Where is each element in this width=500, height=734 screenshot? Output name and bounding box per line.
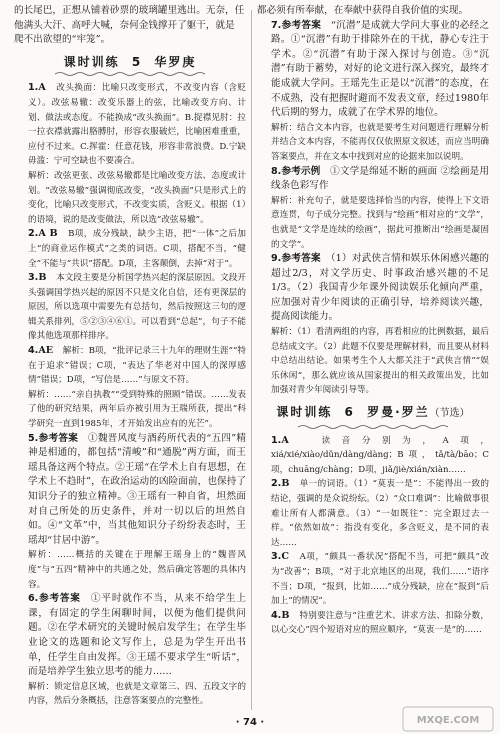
answer-list xyxy=(14,81,246,709)
answer-item: 1.A 改头换面：比喻只改变形式，不改变内容（含贬义）。改弦易辙：改变乐器上的弦，比喻改变方向、计划、做法或态度。不能换成“改头换面”。B.捉襟见肘：拉一拉衣襟就露出胳膊肘，形容衣服破烂，比喻困难重重，应付不过来。C.挥霍：任意花钱，形容非常浪费。D.宁缺毋滥：宁可空缺也不要凑合。 xyxy=(28,82,246,167)
section-title-note: （节选） xyxy=(429,408,470,420)
intro-line: 的长尾巴，正想从铺着砂票的玻璃罐里逃出。无奈，任 xyxy=(14,5,245,16)
answer-item: 6.参考答案 ①平时就作不当，从来不给学生上课，有固定的学生闲聊时间，以便为他们提供问题。②在学术研究的关键时候启发学生；在学生毕业论文的选题和论文写作上，总是为学生开出书单，任学生自由发挥。③王瑶不要求学生“听话”，而是培养学生独立思考的能力…… xyxy=(28,593,246,678)
answer-item: 4.AE 解析：B项，“批评记录三十九年的理财生涯”“特在于追求”错误；C项，“表达了华老对中国人的深厚感情”错误；D项，“写信是……”与原文不符。 xyxy=(28,345,246,386)
intro-line: 都必须有所奉献，在奉献中获得自我价值的实现。 xyxy=(257,5,469,16)
answer-item: 1.A 读音分别为，A项，xiá/xié/xiào/dǔn/dàng/dàng；B项，tǎ/tà/bāo；C项，chuāng/chàng；D项，jiǎ/jiè/xián/xiàn…… xyxy=(271,434,489,475)
answer-item: 8.参考示例 ①文学是绵延不断的画面 ②绘画是用线条色彩写作 xyxy=(271,165,489,192)
answer-note: 解析：改弦更张、改弦易辙都是比喻改变方法、态度或计划。“改弦易辙”强调彻底改变，“改头换面”只是形式上的变化，比喻只改变形式，不改变实质，含贬义。根据（1）的语境，说的是改变做法，所以选“改弦易辙”。 xyxy=(28,170,246,225)
column-divider xyxy=(251,10,252,710)
answer-note: 解析：结合文本内容，也就是要考生对问题进行理解分析并结合文本内容，不能再仅仅依照原文叙述，而应当明确答案要点，并在文本中找到对应的论据来加以说明。 xyxy=(271,122,489,162)
answer-item: 5.参考答案 ①魏晋风度与酒药所代表的“五四”精神是相通的，都包括“清峻”和“通脱”两方面，而王瑶具备这两个特点。②王瑶“在学术上自有思想，在学术上不趋时”，在政治运动的凶险面前，也保持了知识分子的独立精神。③王瑶有一种自省，坦然面对自己所处的历史条件，并对一切以后的坦然自如。④“文革”中，当其他知识分子纷纷表态时，王瑶却“甘居中游”。 xyxy=(28,432,246,546)
intro-line: 爬不出欲望的“牢笼”。 xyxy=(14,34,111,46)
answer-note: 解析：……概括的关键在于理解王瑶身上的“魏晋风度”与“五四”精神中的共通之处，然后确定答题的具体内容。 xyxy=(28,550,246,590)
answer-item: 7.参考答案 “沉潜”是成就大学问大事业的必经之路。①“沉潜”有助于排除外在的干扰，静心专注于学术。②“沉潜”有助于深入探讨与创造。③“沉潜”有助于蓄势，对好的论文进行深入探究，最终才能成就大学问。王瑶先生正是以“沉潜”的态度，在不成熟，没有把握时避而不发表文章，经过1980年代后期的努力，成就了在学术界的地位。 xyxy=(271,19,489,119)
answer-item: 3.B 本文段主要是分析国学热兴起的深层原因。文段开头强调国学热兴起的原因不只是文化自信，还有更深层的原因，所以选项中需要先有总括句，然后按照这三句的逻辑关系排列，⑤②③④⑥①。可以看到“总起”，句子不能像其他选项那样排序。 xyxy=(28,272,246,342)
section-heading-5 xyxy=(14,55,246,70)
heading-wave-divider xyxy=(55,71,205,77)
page-number: · 74 · xyxy=(235,717,265,728)
section-heading-6 xyxy=(257,405,489,422)
answer-item: 2.B 单一的词语。（1）“莫衷一是”：不能得出一致的结论，强调的是众说纷纭。（2）“众口难调”：比喻做事很难让所有人都满意。（3）“一如既往”：完全跟过去一样。“依然如故”：指没有变化，多含贬义，是不同的表达…… xyxy=(271,478,489,548)
answer-note: 解析：（1）看清两组的内容，再看相应的比例数据，最后总结成文字。（2）此题不仅要是理解材料，而且要从材料中总结出结论。如果考生个人大都关注于“武侠言情”“娱乐休闲”，那么就应该从国家提出的相关政策出发，比如加强对青少年阅读引导等。 xyxy=(271,327,489,396)
answer-note: 解析：锁定信息区域，也就是文章第三、四、五段文字的内容，然后分条概括，注意答案要点的完整性。 xyxy=(28,681,246,707)
section-title-prefix: 课时训练 xyxy=(63,54,120,69)
right-column xyxy=(257,4,489,716)
answer-item: 9.参考答案 （1）对武侠言情和娱乐休闲感兴趣的超过2/3，对文学历史、时事政治感兴趣的不足1/3。（2）我国青少年课外阅读娱乐化倾向严重，应加强对青少年阅读的正确引导，培养阅读兴趣，提高阅读能力。 xyxy=(271,253,489,323)
workbook-page xyxy=(14,4,488,716)
section-title-number: 5 xyxy=(131,54,143,69)
answer-item: 4.B 特别要注意与“注重艺术、讲求方法、扣除分数，以心交心”四个短语对应的照应顺序，“莫衷一是”的…… xyxy=(271,609,489,636)
svg-text:MXQE.COM: MXQE.COM xyxy=(416,715,480,726)
left-column xyxy=(14,4,246,716)
answer-item: 2.A B B项，成分残缺，缺少主语，把“一体”之后加上“的商业运作模式”之类的词语。C项，搭配不当，“健全”不能与“共识”搭配。D项，主客颠倒，去掉“对于”。 xyxy=(28,228,246,269)
answer-note: 解析：……“亲自执教”“受到特殊的照顾”错误。……发表了他的研究结果，两年后亦被引用为王瑞所获，提出“科学研究一直到1985年，才开始发出应有的光芒”。 xyxy=(28,389,246,430)
intro-line: 他满头大汗、高呼大喊，奈何金钱撑开了躯干，就是 xyxy=(14,19,235,31)
heading-wave-divider xyxy=(298,424,448,430)
section-title-name: 罗曼·罗兰 xyxy=(367,405,430,420)
answer-item: 3.C A项，“颇具一番状况”搭配不当，可把“颇具”改为“改善”；B项，“对于北京地区的出现，我们……”语序不当；D项，“报到，比如……”成分残缺，应在“报到”后加上“的情况”。 xyxy=(271,551,489,607)
answer-note: 解析：补充句子，就是要选择恰当的内容，使得上下文语意连贯，句子成分完整。找到与“绘画”相对应的“文学”，也就是“文学是连续的绘画”，据此可推断出“绘画是凝固的文学”。 xyxy=(271,195,489,250)
answer-list xyxy=(257,434,489,638)
answer-list xyxy=(257,19,489,398)
section-title-number: 6 xyxy=(344,405,355,420)
watermark-logo xyxy=(402,706,494,732)
section-title-name: 华罗庚 xyxy=(154,54,197,69)
section-title-prefix: 课时训练 xyxy=(276,405,333,420)
